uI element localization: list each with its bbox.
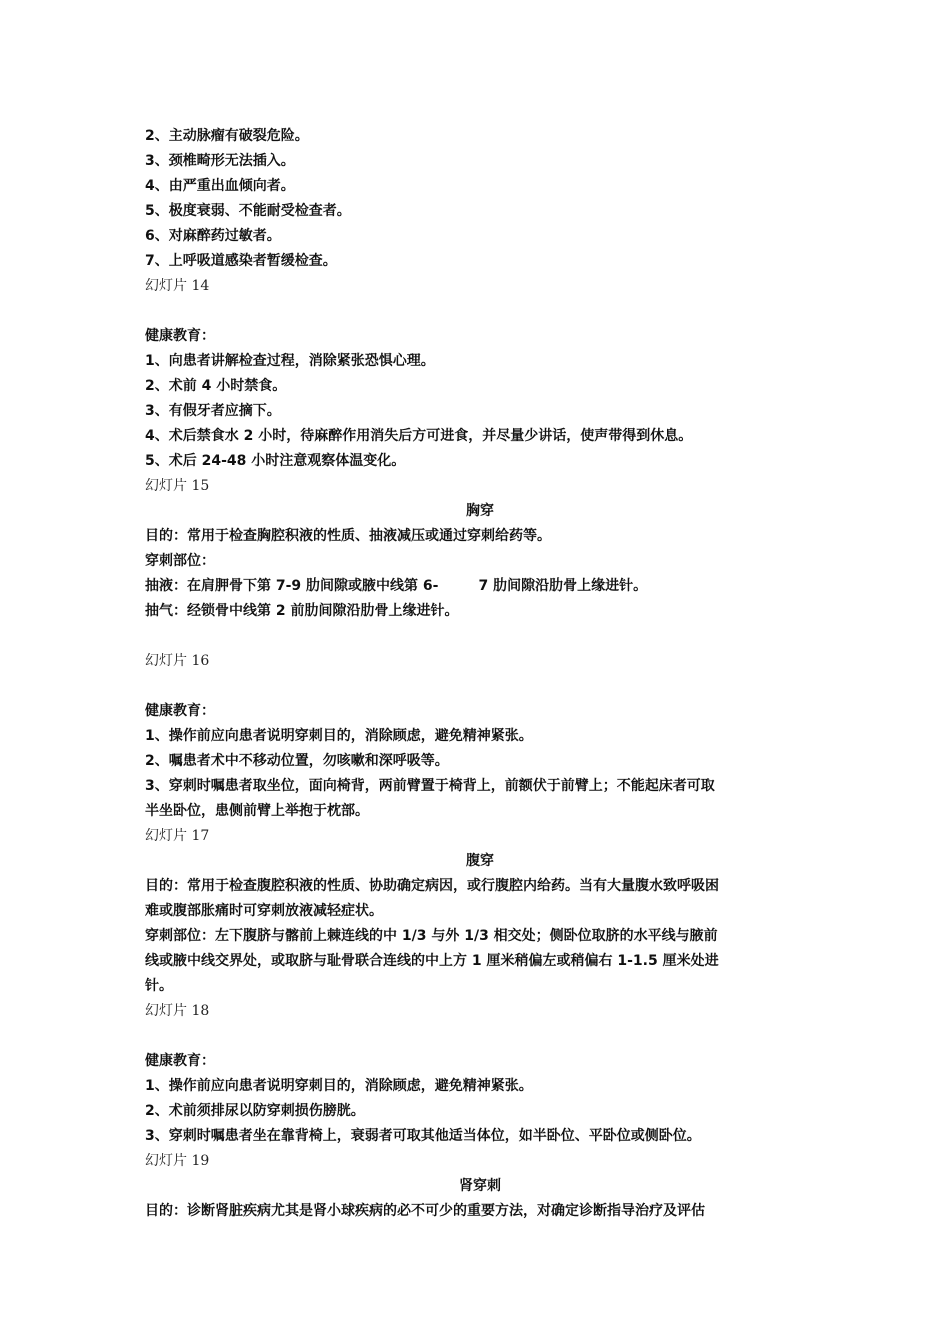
list-item: 1、操作前应向患者说明穿刺目的，消除顾虑，避免精神紧张。: [145, 1078, 533, 1094]
spacer: [145, 1024, 815, 1049]
site-text-continued: 线或腋中线交界处，或取脐与耻骨联合连线的中上方 1 厘米稍偏左或稍偏右 1-1.5 厘米处进: [145, 953, 719, 969]
section-heading: 腹穿: [466, 853, 494, 869]
list-item: 3、有假牙者应摘下。: [145, 403, 281, 419]
aspiration-air-text: 抽气：经锁骨中线第 2 前肋间隙沿肋骨上缘进针。: [145, 603, 459, 619]
spacer: [145, 624, 815, 649]
list-item: 4、术后禁食水 2 小时，待麻醉作用消失后方可进食，并尽量少讲话，使声带得到休息。: [145, 428, 693, 444]
list-item: 3、穿刺时嘱患者坐在靠背椅上，衰弱者可取其他适当体位，如半卧位、平卧位或侧卧位。: [145, 1128, 701, 1144]
text-fragment: 抽液：在肩胛骨下第 7-9 肋间隙或腋中线第 6-: [145, 578, 439, 594]
list-item: 1、向患者讲解检查过程，消除紧张恐惧心理。: [145, 353, 435, 369]
slide-label: 幻灯片 14: [145, 278, 210, 294]
list-item: 7、上呼吸道感染者暂缓检查。: [145, 253, 337, 269]
purpose-text: 目的：常用于检查胸腔积液的性质、抽液减压或通过穿刺给药等。: [145, 528, 551, 544]
purpose-text: 目的：诊断肾脏疾病尤其是肾小球疾病的必不可少的重要方法，对确定诊断指导治疗及评估: [145, 1203, 705, 1219]
document-body: [145, 124, 815, 1224]
aspiration-fluid-text: [145, 574, 815, 599]
purpose-text: 目的：常用于检查腹腔积液的性质、协助确定病因，或行腹腔内给药。当有大量腹水致呼吸困: [145, 878, 719, 894]
contraindications-list: [145, 124, 815, 274]
list-item: 5、极度衰弱、不能耐受检查者。: [145, 203, 351, 219]
list-item: 6、对麻醉药过敏者。: [145, 228, 281, 244]
slide-label: 幻灯片 16: [145, 653, 210, 669]
section-title: 健康教育：: [145, 328, 215, 344]
list-item: 2、主动脉瘤有破裂危险。: [145, 128, 309, 144]
section-heading: 胸穿: [466, 503, 494, 519]
list-item: 2、术前 4 小时禁食。: [145, 378, 287, 394]
section-title: 健康教育：: [145, 1053, 215, 1069]
list-item: 2、嘱患者术中不移动位置，勿咳嗽和深呼吸等。: [145, 753, 449, 769]
list-item: 3、穿刺时嘱患者取坐位，面向椅背，两前臂置于椅背上，前额伏于前臂上；不能起床者可取: [145, 778, 715, 794]
list-item: 1、操作前应向患者说明穿刺目的，消除顾虑，避免精神紧张。: [145, 728, 533, 744]
slide-label: 幻灯片 15: [145, 478, 210, 494]
list-item: 5、术后 24-48 小时注意观察体温变化。: [145, 453, 406, 469]
spacer: [145, 674, 815, 699]
purpose-text-continued: 难或腹部胀痛时可穿刺放液减轻症状。: [145, 903, 383, 919]
list-item: 4、由严重出血倾向者。: [145, 178, 295, 194]
slide-label: 幻灯片 19: [145, 1153, 210, 1169]
slide-label: 幻灯片 18: [145, 1003, 210, 1019]
list-item: 3、颈椎畸形无法插入。: [145, 153, 295, 169]
section-heading: 肾穿刺: [459, 1178, 501, 1194]
list-item-continued: 半坐卧位，患侧前臂上举抱于枕部。: [145, 803, 369, 819]
section-title: 健康教育：: [145, 703, 215, 719]
site-text: 穿刺部位：左下腹脐与髂前上棘连线的中 1/3 与外 1/3 相交处；侧卧位取脐的水平线与腋前: [145, 928, 718, 944]
list-item: 2、术前须排尿以防穿刺损伤膀胱。: [145, 1103, 365, 1119]
slide-label: 幻灯片 17: [145, 828, 210, 844]
spacer: [145, 299, 815, 324]
section-title: 穿刺部位：: [145, 553, 215, 569]
text-fragment: 7 肋间隙沿肋骨上缘进针。: [478, 578, 648, 594]
site-text-continued: 针。: [145, 978, 173, 994]
